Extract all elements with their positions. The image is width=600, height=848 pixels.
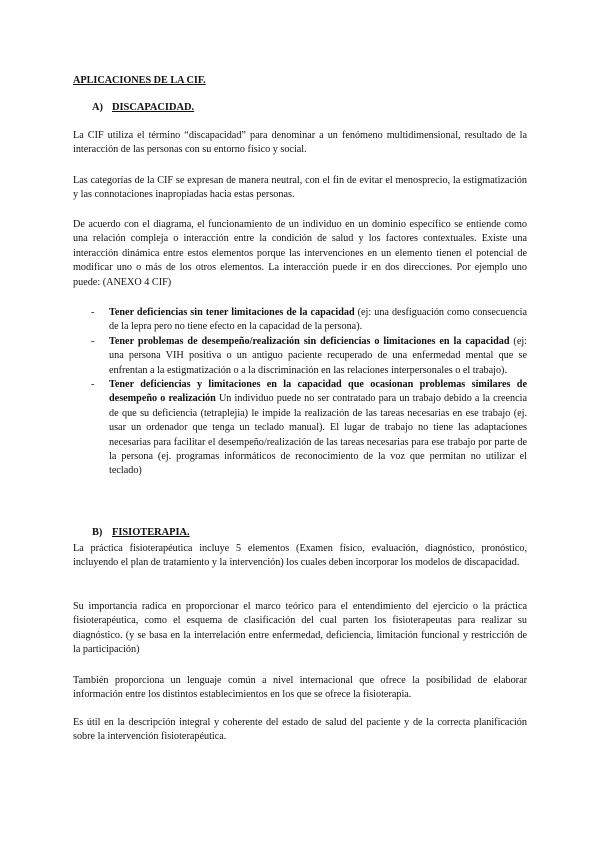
- list-item: [73, 378, 527, 479]
- section-a-heading: [92, 101, 194, 115]
- bullet-dash: -: [91, 379, 95, 391]
- bullet-list: [73, 306, 527, 479]
- section-a-letter: A): [92, 102, 103, 113]
- paragraph: La CIF utiliza el término “discapacidad” para denominar a un fenómeno multidimensional, resultado de la interacción de las personas con su entorno físico y social.: [73, 130, 527, 156]
- bullet-lead: Tener deficiencias y limitaciones en la capacidad que ocasionan problemas similares de desempeño o realización: [109, 379, 527, 405]
- section-a-label: DISCAPACIDAD.: [112, 102, 195, 113]
- paragraph: De acuerdo con el diagrama, el funcionamiento de un individuo en un dominio específico se entiende como una relación compleja o interacción entre la condición de salud y los factores contextuales. Existe una interacción dinámica entre estos elementos porque las intervenciones en un elemento tienen el potencial de modificar uno o más de los otros elementos. La interacción puede ir en dos direcciones. Por ejemplo uno puede: (ANEXO 4 CIF): [73, 219, 527, 288]
- paragraph: Las categorías de la CIF se expresan de manera neutral, con el fin de evitar el menosprecio, la estigmatización y las connotaciones inapropiadas hacia estas personas.: [73, 175, 527, 201]
- section-b-label: FISIOTERAPIA.: [112, 527, 190, 538]
- section-b-heading: [92, 526, 190, 540]
- bullet-text: Un individuo puede no ser contratado para un trabajo debido a la creencia de que su deficiencia (tetraplejia) le impide la realización de las tareas necesarias en ese trabajo (ej. usar un ordenador que tenga un teclado manual). El lugar de trabajo no tiene las adaptaciones necesarias para facilitar el desempeño/realización de las tareas necesarias para ese trabajo por parte de la persona (ej. programas informáticos de reconocimiento de la voz que permitan no utilizar el teclado): [109, 393, 527, 477]
- paragraph: También proporciona un lenguaje común a nivel internacional que ofrece la posibilidad de elaborar información entre los distintos establecimientos en los que se ofrece la fisioterapia.: [73, 675, 527, 701]
- section-b-letter: B): [92, 527, 103, 538]
- list-item: [73, 335, 527, 378]
- paragraph: La práctica fisioterapéutica incluye 5 elementos (Examen físico, evaluación, diagnóstico, pronóstico, incluyendo el plan de tratamiento y la intervención) los cuales deben incorporar los modelos de discapacidad.: [73, 543, 527, 569]
- bullet-dash: -: [91, 335, 95, 347]
- bullet-dash: -: [91, 307, 95, 318]
- bullet-lead: Tener deficiencias sin tener limitaciones de la capacidad: [109, 307, 355, 318]
- document-title: APLICACIONES DE LA CIF.: [73, 75, 206, 86]
- list-item: [73, 306, 527, 335]
- bullet-text: (ej: una persona VIH positiva o un antiguo paciente recuperado de una enfermedad mental que se enfrentan a la estigmatización o a la discriminación en las relaciones interpersonales o el trabajo).: [109, 335, 527, 376]
- bullet-text: (ej: una desfiguación como consecuencia de la lepra pero no tiene efecto en la capacidad de la persona).: [109, 307, 527, 333]
- bullet-lead: Tener problemas de desempeño/realización sin deficiencias o limitaciones en la capacidad: [109, 335, 510, 347]
- paragraph: Es útil en la descripción integral y coherente del estado de salud del paciente y de la correcta planificación sobre la intervención fisioterapéutica.: [73, 717, 527, 743]
- paragraph: Su importancia radica en proporcionar el marco teórico para el entendimiento del ejercicio o la práctica fisioterapéutica, como el esquema de clasificación del cual parten los fisioterapeutas para realizar su diagnóstico. (y se basa en la interrelación entre enfermedad, deficiencia, limitación funcional y restricción de la participación): [73, 601, 527, 656]
